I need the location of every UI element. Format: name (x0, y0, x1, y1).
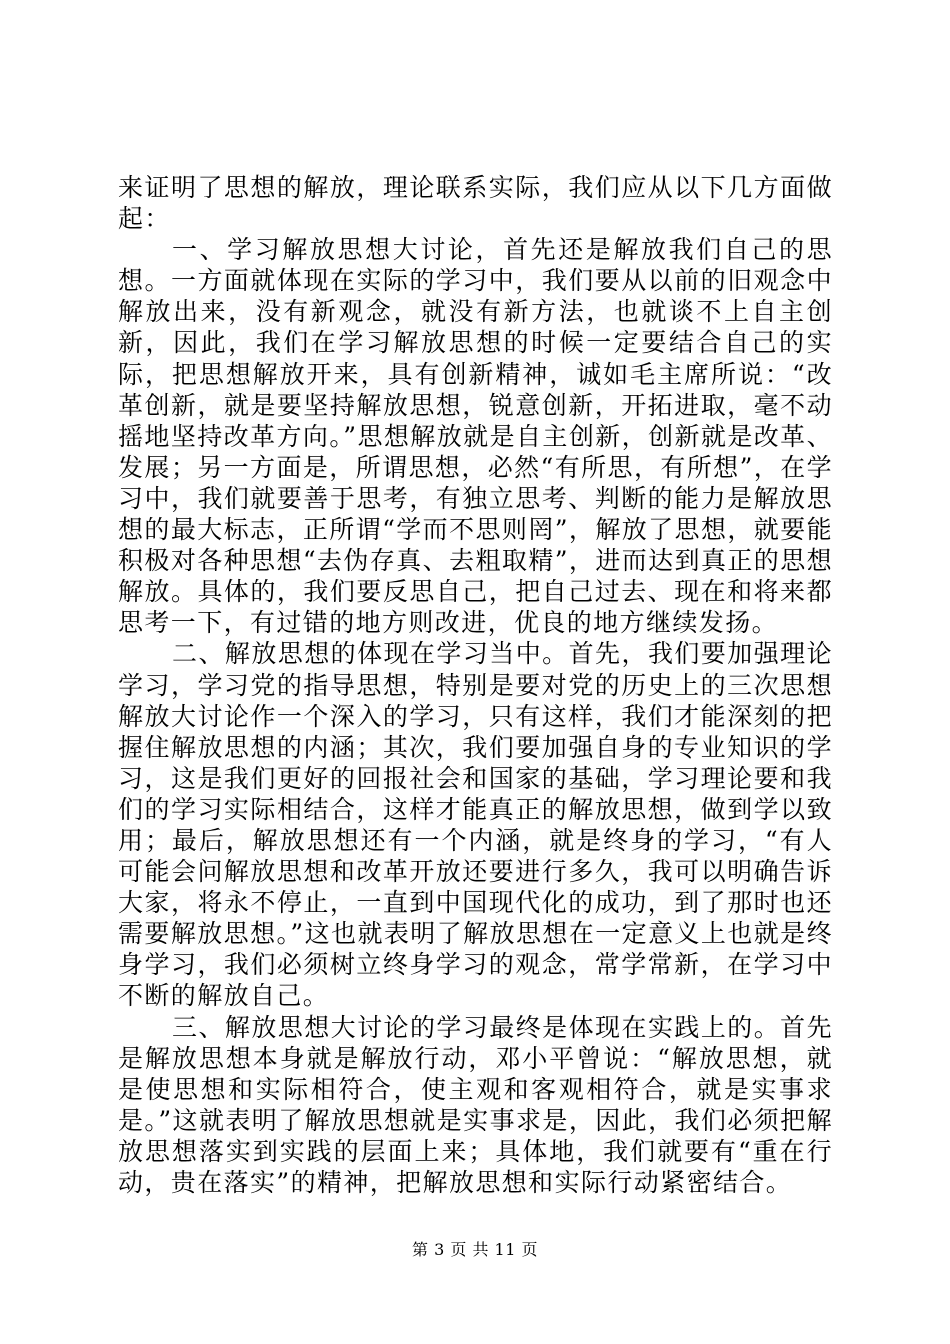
page-number-footer: 第 3 页 共 11 页 (412, 1240, 538, 1259)
paragraph-section-one: 一、学习解放思想大讨论，首先还是解放我们自己的思想。一方面就体现在实际的学习中，我们要从以前的旧观念中解放出来，没有新观念，就没有新方法，也就谈不上自主创新，因此，我们在学习解放思想的时候一定要结合自己的实际，把思想解放开来，具有创新精神，诚如毛主席所说：“改革创新，就是要坚持解放思想，锐意创新，开拓进取，毫不动摇地坚持改革方向。”思想解放就是自主创新，创新就是改革、发展；另一方面是，所谓思想，必然“有所思，有所想”，在学习中，我们就要善于思考，有独立思考、判断的能力是解放思想的最大标志，正所谓“学而不思则罔”，解放了思想，就要能积极对各种思想“去伪存真、去粗取精”，进而达到真正的思想解放。具体的，我们要反思自己，把自己过去、现在和将来都思考一下，有过错的地方则改进，优良的地方继续发扬。 (118, 235, 833, 638)
document-body (118, 172, 833, 1198)
paragraph-section-two: 二、解放思想的体现在学习当中。首先，我们要加强理论学习，学习党的指导思想，特别是要对党的历史上的三次思想解放大讨论作一个深入的学习，只有这样，我们才能深刻的把握住解放思想的内涵；其次，我们要加强自身的专业知识的学习，这是我们更好的回报社会和国家的基础，学习理论要和我们的学习实际相结合，这样才能真正的解放思想，做到学以致用；最后，解放思想还有一个内涵，就是终身的学习，“有人可能会问解放思想和改革开放还要进行多久，我可以明确告诉大家，将永不停止，一直到中国现代化的成功，到了那时也还需要解放思想。”这也就表明了解放思想在一定意义上也就是终身学习，我们必须树立终身学习的观念，常学常新，在学习中不断的解放自己。 (118, 639, 833, 1011)
paragraph-continuation: 来证明了思想的解放，理论联系实际，我们应从以下几方面做起： (118, 173, 833, 234)
paragraph-section-three: 三、解放思想大讨论的学习最终是体现在实践上的。首先是解放思想本身就是解放行动，邓小平曾说：“解放思想，就是使思想和实际相符合，使主观和客观相符合，就是实事求是。”这就表明了解放思想就是实事求是，因此，我们必须把解放思想落实到实践的层面上来；具体地，我们就要有“重在行动，贵在落实”的精神，把解放思想和实际行动紧密结合。 (118, 1012, 833, 1197)
